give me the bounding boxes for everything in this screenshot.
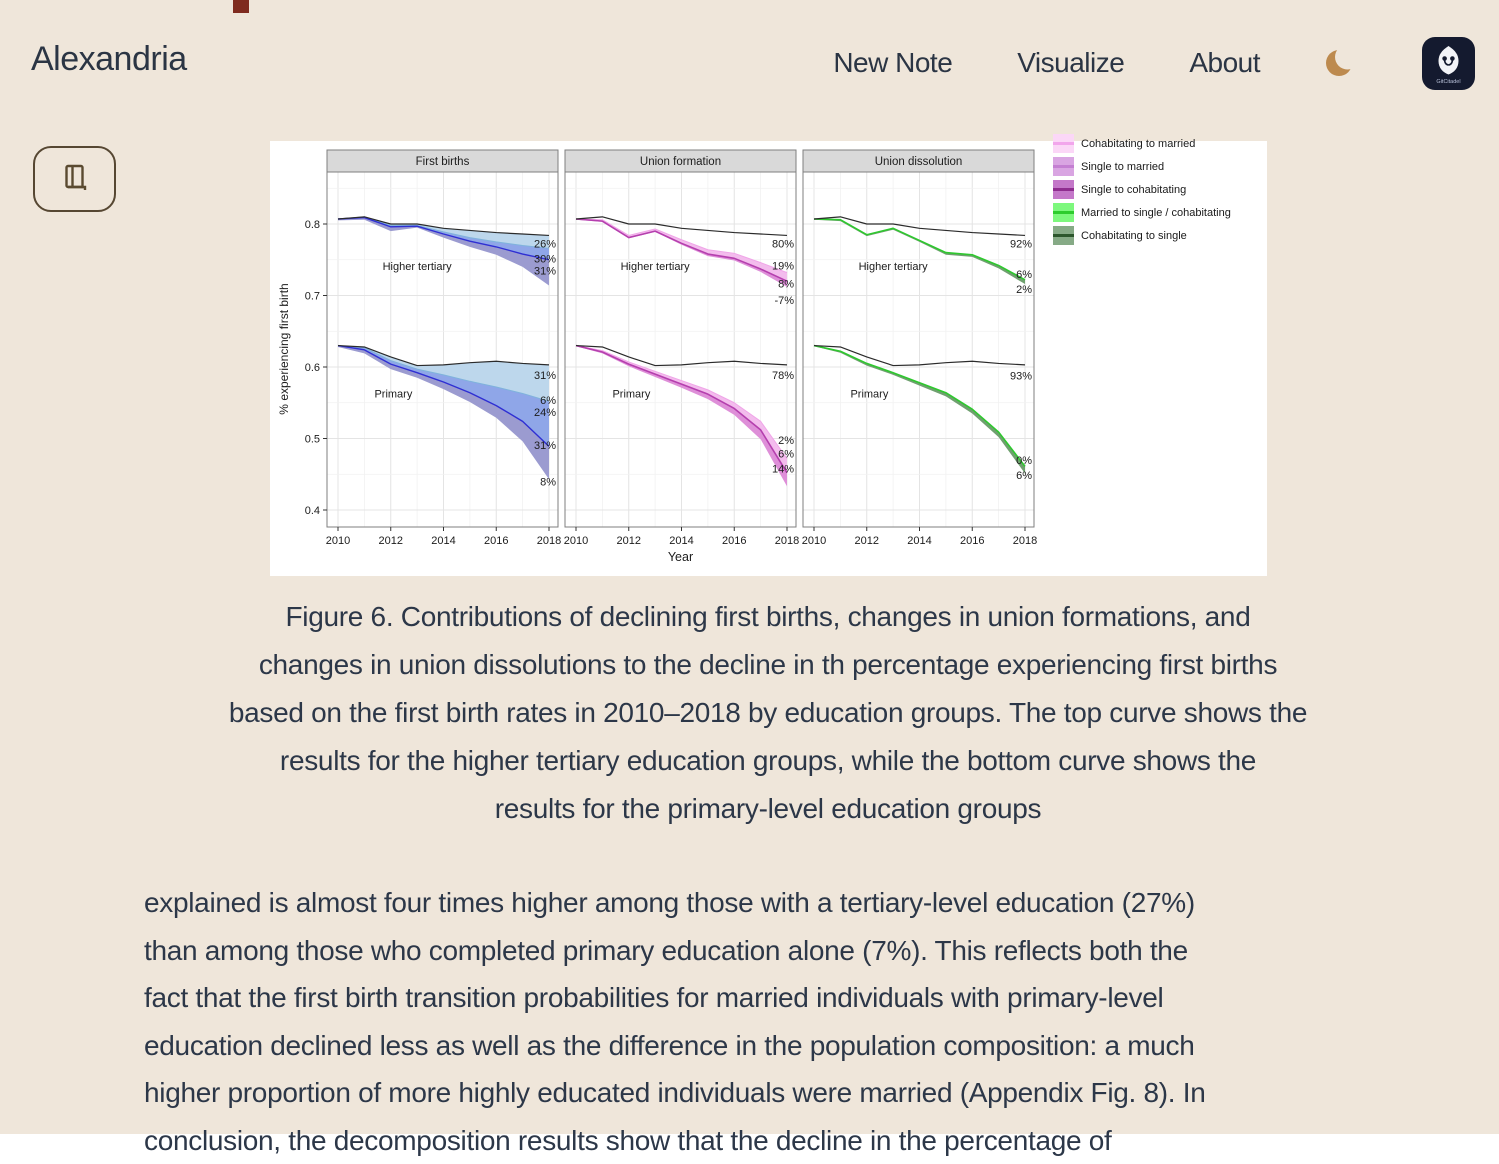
svg-text:Higher tertiary: Higher tertiary xyxy=(859,261,929,273)
svg-text:0.8: 0.8 xyxy=(305,219,320,231)
legend-swatch-icon xyxy=(1053,226,1074,245)
svg-text:26%: 26% xyxy=(534,238,556,250)
svg-text:Higher tertiary: Higher tertiary xyxy=(621,261,691,273)
svg-text:78%: 78% xyxy=(772,370,794,382)
svg-text:31%: 31% xyxy=(534,440,556,452)
svg-text:8%: 8% xyxy=(778,278,794,290)
body-line: education declined less as well as the difference in the population composition: a much xyxy=(144,1022,1414,1070)
svg-text:0%: 0% xyxy=(1016,455,1032,467)
svg-text:Primary: Primary xyxy=(850,389,888,401)
svg-text:2%: 2% xyxy=(1016,284,1032,296)
article-paragraph xyxy=(144,879,1414,1164)
svg-text:19%: 19% xyxy=(772,260,794,272)
gitcitadel-logo[interactable] xyxy=(1422,37,1475,90)
svg-text:0.4: 0.4 xyxy=(305,505,320,517)
legend-swatch-icon xyxy=(1053,180,1074,199)
svg-text:Union dissolution: Union dissolution xyxy=(875,156,963,168)
chart-legend xyxy=(1053,132,1231,247)
svg-text:2012: 2012 xyxy=(379,535,403,547)
svg-text:31%: 31% xyxy=(534,265,556,277)
figure-caption xyxy=(144,593,1392,833)
svg-text:GitCitadel: GitCitadel xyxy=(1436,79,1460,85)
svg-text:2012: 2012 xyxy=(617,535,641,547)
svg-text:2010: 2010 xyxy=(802,535,826,547)
svg-text:31%: 31% xyxy=(534,370,556,382)
svg-text:2018: 2018 xyxy=(775,535,799,547)
nav-new-note[interactable]: New Note xyxy=(833,47,952,79)
svg-text:2016: 2016 xyxy=(722,535,746,547)
caption-line: results for the primary-level education groups xyxy=(144,785,1392,833)
legend-label: Cohabitating to single xyxy=(1081,230,1187,242)
legend-swatch-icon xyxy=(1053,134,1074,153)
legend-item xyxy=(1053,201,1231,224)
legend-swatch-icon xyxy=(1053,203,1074,222)
svg-text:92%: 92% xyxy=(1010,238,1032,250)
caption-line: Figure 6. Contributions of declining first births, changes in union formations, and xyxy=(144,593,1392,641)
svg-text:6%: 6% xyxy=(1016,470,1032,482)
nav-visualize[interactable]: Visualize xyxy=(1017,47,1124,79)
caption-line: based on the first birth rates in 2010–2018 by education groups. The top curve shows the xyxy=(144,689,1392,737)
svg-text:2%: 2% xyxy=(778,435,794,447)
legend-item xyxy=(1053,155,1231,178)
legend-swatch-icon xyxy=(1053,157,1074,176)
svg-text:6%: 6% xyxy=(1016,269,1032,281)
legend-item xyxy=(1053,224,1231,247)
svg-text:14%: 14% xyxy=(772,464,794,476)
svg-text:-7%: -7% xyxy=(774,295,794,307)
svg-text:Primary: Primary xyxy=(374,389,412,401)
body-line: than among those who completed primary education alone (7%). This reflects both the xyxy=(144,927,1414,975)
svg-text:8%: 8% xyxy=(540,476,556,488)
top-accent-marker xyxy=(233,0,249,13)
main-nav xyxy=(833,34,1475,92)
svg-text:6%: 6% xyxy=(778,449,794,461)
nav-about[interactable]: About xyxy=(1189,47,1260,79)
svg-text:2016: 2016 xyxy=(484,535,508,547)
svg-text:2018: 2018 xyxy=(1013,535,1037,547)
moon-icon xyxy=(1325,47,1357,79)
gitcitadel-logo-icon xyxy=(1422,37,1475,90)
svg-text:2010: 2010 xyxy=(564,535,588,547)
book-icon xyxy=(56,160,94,198)
svg-text:93%: 93% xyxy=(1010,371,1032,383)
legend-item xyxy=(1053,178,1231,201)
body-line-clipped: conclusion, the decomposition results show that the decline in the percentage of xyxy=(144,1117,1414,1164)
legend-label: Married to single / cohabitating xyxy=(1081,207,1231,219)
body-line: explained is almost four times higher among those with a tertiary-level education (27%) xyxy=(144,879,1414,927)
legend-label: Cohabitating to married xyxy=(1081,138,1195,150)
svg-text:% experiencing first birth: % experiencing first birth xyxy=(277,283,291,414)
svg-text:6%: 6% xyxy=(540,395,556,407)
svg-text:Year: Year xyxy=(668,550,693,564)
svg-text:2016: 2016 xyxy=(960,535,984,547)
svg-text:2014: 2014 xyxy=(669,535,693,547)
svg-text:2018: 2018 xyxy=(537,535,561,547)
svg-text:2014: 2014 xyxy=(431,535,455,547)
body-line: fact that the first birth transition probabilities for married individuals with primary-level xyxy=(144,974,1414,1022)
svg-text:Higher tertiary: Higher tertiary xyxy=(383,261,453,273)
brand-title: Alexandria xyxy=(31,40,187,79)
svg-text:0.5: 0.5 xyxy=(305,434,320,446)
svg-text:2012: 2012 xyxy=(855,535,879,547)
svg-text:Union formation: Union formation xyxy=(640,156,721,168)
svg-text:0.7: 0.7 xyxy=(305,291,320,303)
svg-text:2014: 2014 xyxy=(907,535,931,547)
figure-image xyxy=(270,141,1267,576)
dark-mode-toggle[interactable] xyxy=(1325,47,1357,79)
svg-text:Primary: Primary xyxy=(612,389,650,401)
svg-text:80%: 80% xyxy=(772,238,794,250)
svg-text:30%: 30% xyxy=(534,253,556,265)
legend-item xyxy=(1053,132,1231,155)
reader-view-button[interactable] xyxy=(33,146,116,212)
legend-label: Single to married xyxy=(1081,161,1164,173)
legend-label: Single to cohabitating xyxy=(1081,184,1186,196)
svg-text:24%: 24% xyxy=(534,407,556,419)
caption-line: changes in union dissolutions to the decline in th percentage experiencing first births xyxy=(144,641,1392,689)
svg-text:First births: First births xyxy=(416,156,470,168)
body-line: higher proportion of more highly educated individuals were married (Appendix Fig. 8). In xyxy=(144,1069,1414,1117)
svg-text:0.6: 0.6 xyxy=(305,362,320,374)
caption-line: results for the higher tertiary education groups, while the bottom curve shows the xyxy=(144,737,1392,785)
svg-text:2010: 2010 xyxy=(326,535,350,547)
